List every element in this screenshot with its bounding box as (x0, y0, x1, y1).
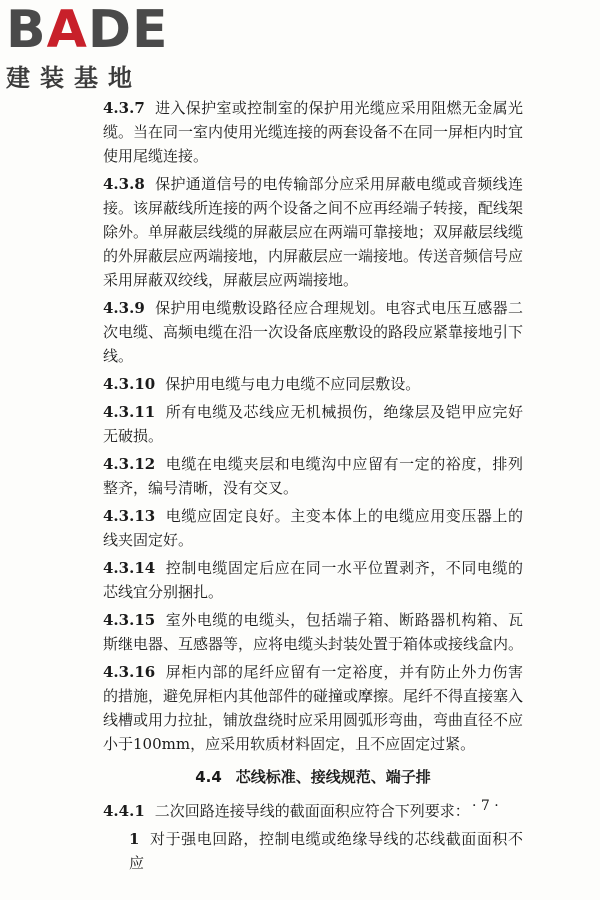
bade-logo (6, 0, 196, 93)
clause-4-3-15: 4.3.15 室外电缆的电缆头，包括端子箱、断路器机构箱、瓦斯继电器、互感器等，应将电缆头封装处置于箱体或接线盒内。 (103, 611, 524, 653)
clause-4-3-13: 4.3.13 电缆应固定良好。主变本体上的电缆应用变压器上的线夹固定好。 (103, 507, 523, 549)
clause-4-3-10: 4.3.10 保护用电缆与电力电缆不应同层敷设。 (103, 375, 421, 393)
clause-4-3-9: 4.3.9 保护用电缆敷设路径应合理规划。电容式电压互感器二次电缆、高频电缆在沿一次设备底座敷设的路段应紧靠接地引下线。 (103, 299, 524, 365)
document-body (103, 96, 523, 879)
clause-4-3-12: 4.3.12 电缆在电缆夹层和电缆沟中应留有一定的裕度，排列整齐，编号清晰，没有交叉。 (103, 455, 523, 497)
clause-4-4-1: 4.4.1 二次回路连接导线的截面面积应符合下列要求： (103, 802, 470, 820)
clause-4-3-14: 4.3.14 控制电缆固定后应在同一水平位置剥齐，不同电缆的芯线宜分别捆扎。 (103, 559, 523, 601)
section-heading: 4.4 芯线标准、接线规范、端子排 (195, 768, 431, 786)
clause-4-3-8: 4.3.8 保护通道信号的电传输部分应采用屏蔽电缆或音频线连接。该屏蔽线所连接的两个设备之间不应再经端子转接，配线架除外。单屏蔽层线缆的屏蔽层应在两端可靠接地；双屏蔽层线缆的外屏蔽层应两端接地，内屏蔽层应一端接地。传送音频信号应采用屏蔽双绞线，屏蔽层应两端接地。 (103, 175, 524, 289)
clause-4-3-11: 4.3.11 所有电缆及芯线应无机械损伤，绝缘层及铠甲应完好无破损。 (103, 403, 523, 445)
clause-4-3-7: 4.3.7 进入保护室或控制室的保护用光缆应采用阻燃无金属光缆。当在同一室内使用光缆连接的两套设备不在同一屏柜内时宜使用尾缆连接。 (103, 99, 524, 165)
clause-item-1: 1 对于强电回路，控制电缆或绝缘导线的芯线截面面积不应 (129, 830, 523, 872)
page-number: · 7 · (472, 798, 499, 814)
logo-wordmark: BADE (6, 0, 169, 60)
clause-4-3-16: 4.3.16 屏柜内部的尾纤应留有一定裕度，并有防止外力伤害的措施，避免屏柜内其他部件的碰撞或摩擦。尾纤不得直接塞入线槽或用力拉扯，铺放盘绕时应采用圆弧形弯曲，弯曲直径不应小于100mm，应采用软质材料固定，且不应固定过紧。 (103, 663, 524, 753)
logo-subtitle: 建装基地 (6, 64, 142, 92)
